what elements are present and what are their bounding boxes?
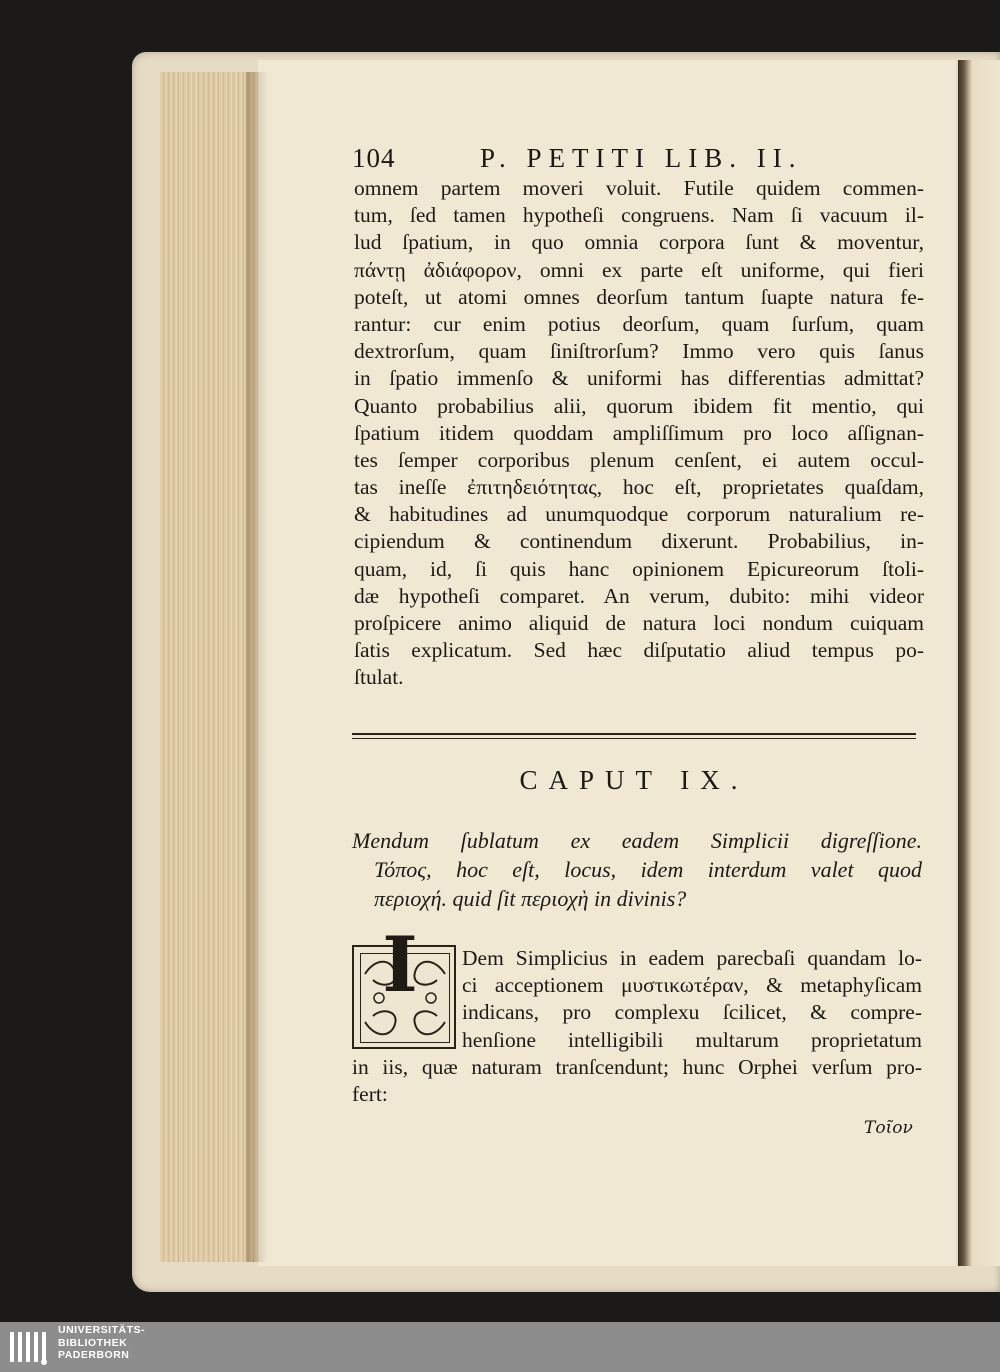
text-line: Quanto probabilius alii, quorum ibidem fit mentio, qui: [354, 393, 924, 418]
library-name-line: UNIVERSITÄTS-: [58, 1324, 146, 1336]
chapter-summary: [352, 826, 922, 913]
text-line: Dem Simplicius in eadem parecbaſi quandam lo-: [462, 946, 922, 970]
text-line: in iis, quæ naturam tranſcendunt; hunc Orphei verſum pro-: [352, 1054, 922, 1079]
chapter-title: CAPUT IX.: [519, 765, 749, 795]
library-footer: [0, 1322, 1000, 1372]
text-line: tes ſemper corporibus plenum cenſent, ei autem occul-: [354, 447, 924, 472]
spine-shadow: [246, 72, 268, 1262]
text-line: ſtulat.: [354, 665, 404, 690]
text-line: tas ineſſe ἐπιτηδειότητας, hoc eſt, proprietates quaſdam,: [354, 475, 924, 500]
library-name-line: BIBLIOTHEK: [58, 1336, 128, 1349]
text-line: fert:: [352, 1081, 388, 1106]
decorated-initial: [352, 920, 456, 1049]
text-line: omnem partem moveri voluit. Futile quidem commen-: [354, 176, 924, 200]
text-line: poteſt, ut atomi omnes deorſum tantum ſuapte natura fe-: [354, 284, 924, 309]
summary-line: Τόπος, hoc eſt, locus, idem interdum valet quod: [374, 857, 922, 882]
chapter-text: [352, 920, 922, 1108]
text-line: rantur: cur enim potius deorſum, quam ſurſum, quam: [354, 311, 924, 336]
initial-letter: I: [382, 920, 418, 1009]
section-rule-thin: [352, 738, 916, 739]
summary-line: Mendum ſublatum ex eadem Simplicii digreſſione.: [352, 828, 922, 853]
text-line: quam, id, ſi quis hanc opinionem Epicureorum ſtoli-: [354, 556, 924, 581]
text-line: dæ hypotheſi comparet. An verum, dubito: mihi videor: [354, 583, 924, 608]
text-line: πάντῃ ἀδιάφορον, omni ex parte eſt uniforme, qui fieri: [354, 257, 924, 282]
text-line: henſione intelligibili multarum proprietatum: [462, 1027, 922, 1052]
page-number: 104: [352, 143, 396, 173]
summary-line: περιοχή. quid ſit περιοχὴ in divinis?: [374, 886, 687, 911]
text-line: proſpicere animo aliquid de natura loci nondum cuiquam: [354, 611, 924, 635]
page-edges: [160, 72, 259, 1262]
library-name: [58, 1324, 145, 1362]
catchword: Τοῖον: [864, 1118, 913, 1138]
text-line: dextrorſum, quam ſiniſtrorſum? Immo vero quis ſanus: [354, 339, 924, 364]
text-line: cipiendum & continendum dixerunt. Probabilius, in-: [354, 529, 924, 554]
text-line: ci acceptionem μυστικωτέραν, & metaphyſicam: [462, 973, 922, 998]
section-rule: [352, 733, 916, 735]
facing-page-edge: [958, 60, 1000, 1266]
text-line: ſatis explicatum. Sed hæc diſputatio aliud tempus po-: [354, 638, 924, 663]
running-head: P. PETITI LIB. II.: [480, 143, 803, 173]
text-line: in ſpatio immenſo & uniformi has differentias admittat?: [354, 366, 924, 391]
text-line: & habitudines ad unumquodque corporum naturalium re-: [354, 502, 924, 527]
body-text: [354, 175, 924, 692]
page-header: [352, 143, 932, 179]
library-logo-icon: [8, 1328, 50, 1366]
text-line: ſpatium itidem quoddam ampliſſimum pro loco aſſignan-: [354, 420, 924, 445]
library-name-line: PADERBORN: [58, 1349, 130, 1361]
text-line: indicans, pro complexu ſcilicet, & compre-: [462, 1000, 922, 1025]
text-line: lud ſpatium, in quo omnia corpora ſunt & moventur,: [354, 230, 924, 255]
text-line: tum, ſed tamen hypotheſi congruens. Nam ſi vacuum il-: [354, 203, 924, 228]
